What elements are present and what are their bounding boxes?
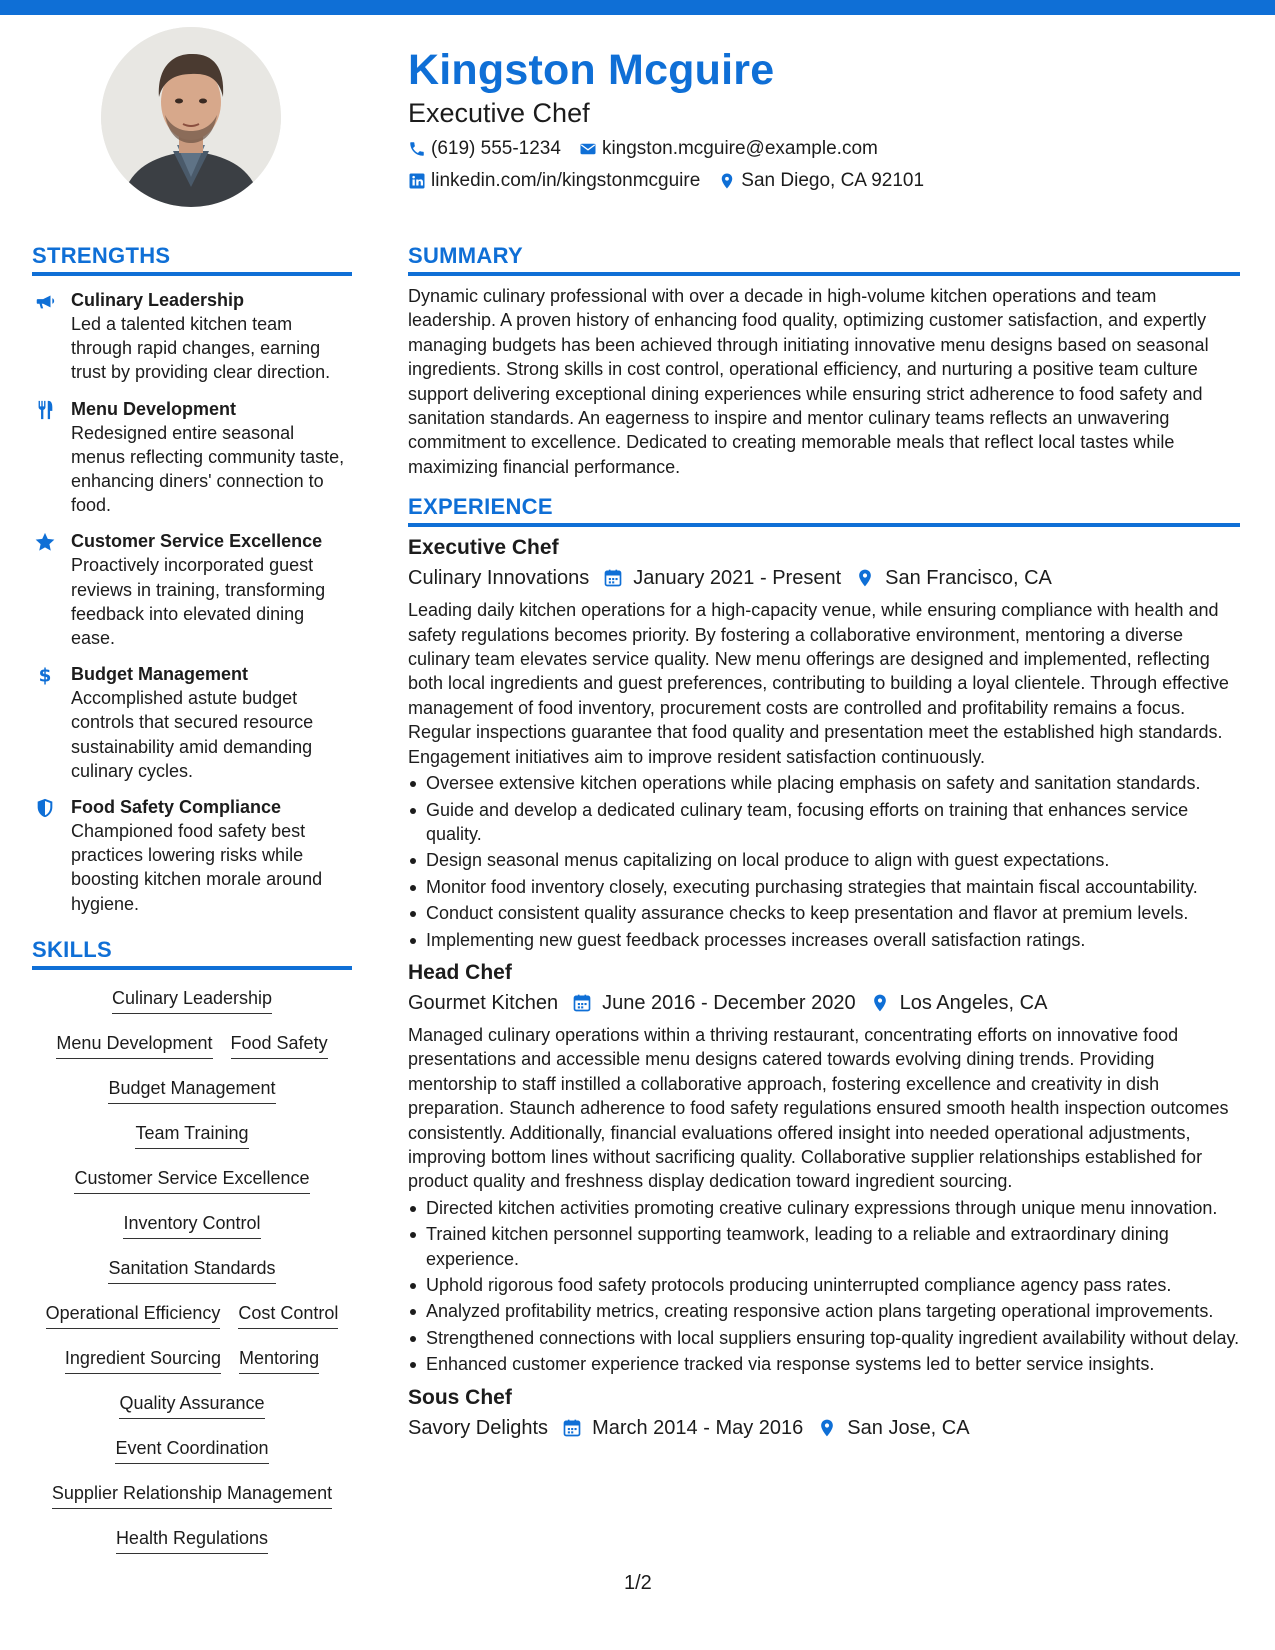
- job-company: Culinary Innovations: [408, 567, 590, 590]
- job-bullets: [408, 1196, 1240, 1377]
- strength-title: Culinary Leadership: [71, 290, 245, 310]
- job-bullet: Analyzed profitability metrics, creating responsive action plans targeting operational improvements.: [408, 1299, 1240, 1323]
- job-entry: [408, 1383, 1240, 1443]
- skill-row: [32, 1250, 352, 1295]
- skills-list: [32, 980, 352, 1565]
- job-dates: [589, 563, 841, 593]
- location-contact: [718, 168, 924, 194]
- strengths-heading: STRENGTHS: [32, 242, 352, 276]
- skill-tag: Budget Management: [108, 1076, 275, 1104]
- profile-photo: [101, 27, 281, 207]
- strength-item: [32, 662, 352, 783]
- job-title: Sous Chef: [408, 1385, 512, 1409]
- skill-row: [32, 1520, 352, 1565]
- job-location-text: San Francisco, CA: [885, 567, 1052, 590]
- calendar-icon: [562, 1418, 582, 1438]
- strength-item: [32, 288, 352, 385]
- skill-tag: Food Safety: [231, 1031, 328, 1059]
- page-number: 1/2: [624, 1572, 652, 1594]
- skill-tag: Inventory Control: [123, 1211, 260, 1239]
- summary-text: Dynamic culinary professional with over a decade in high-volume kitchen operations and team leadership. A proven history of enhancing food quality, optimizing customer satisfaction, and expertly managing budgets has been achieved through initiating innovative menu designs based on seasonal ingredients. Strong skills in cost control, operational efficiency, and nurturing a positive team culture support delivering exceptional dining experiences while ensuring strict adherence to food safety and sanitation standards. An eagerness to inspire and mentor culinary teams reflects an unwavering commitment to excellence. Dedicated to creating memorable meals that reflect local tastes while maximizing financial performance.: [408, 286, 1209, 477]
- skill-tag: Ingredient Sourcing: [65, 1346, 221, 1374]
- contact-row-1: [408, 135, 1238, 163]
- skill-tag: Mentoring: [239, 1346, 319, 1374]
- skill-tag: Health Regulations: [116, 1526, 268, 1554]
- job-description: Managed culinary operations within a thriving restaurant, concentrating efforts on innovative food presentations and accessible menu designs catered towards evolving dining trends. Providing mentorship to staff instilled a collaborative approach, fostering excellence and creativity in dish preparation. Staunch adherence to food safety regulations ensured smooth health inspection outcomes consistently. Additionally, financial evaluations offered insight into needed operational adjustments, improving bottom lines without sacrificing quality. Collaborative supplier relationships established for product quality and freshness display dedication toward ingredient sourcing.: [408, 1024, 1229, 1192]
- strength-title: Food Safety Compliance: [71, 797, 282, 818]
- linkedin-icon: [408, 172, 426, 190]
- skill-tag: Team Training: [135, 1121, 248, 1149]
- location-text: San Diego, CA 92101: [741, 170, 925, 191]
- job-dates-text: June 2016 - December 2020: [602, 991, 856, 1014]
- skill-tag: Event Coordination: [115, 1436, 268, 1464]
- job-dates-text: January 2021 - Present: [633, 567, 842, 590]
- job-bullet: Implementing new guest feedback processes increases overall satisfaction ratings.: [408, 928, 1240, 952]
- skill-row: [32, 1385, 352, 1430]
- skill-row: [32, 1205, 352, 1250]
- shield-icon: [34, 797, 56, 819]
- skill-row: [32, 1115, 352, 1160]
- email-contact[interactable]: [579, 136, 878, 162]
- linkedin-text: linkedin.com/in/kingstonmcguire: [431, 170, 701, 191]
- star-icon: [34, 531, 56, 553]
- phone-contact[interactable]: [408, 136, 561, 162]
- calendar-icon: [572, 993, 592, 1013]
- job-company: Savory Delights: [408, 1416, 549, 1439]
- job-location-text: San Jose, CA: [847, 1416, 970, 1439]
- job-bullet: Conduct consistent quality assurance checks to keep presentation and flavor at premium levels.: [408, 901, 1240, 925]
- portrait-image: [101, 27, 281, 207]
- strength-title: Customer Service Excellence: [71, 531, 323, 552]
- job-bullet: Directed kitchen activities promoting creative culinary expressions through unique menu innovation.: [408, 1196, 1240, 1220]
- skill-row: [32, 980, 352, 1025]
- dollar-icon: [34, 664, 56, 686]
- job-entry: [408, 533, 1240, 952]
- job-dates: [548, 1413, 803, 1443]
- job-bullet: Uphold rigorous food safety protocols producing uninterrupted compliance agency pass rates.: [408, 1273, 1240, 1297]
- job-company: Gourmet Kitchen: [408, 991, 559, 1014]
- skill-row: [32, 1160, 352, 1205]
- job-location-text: Los Angeles, CA: [899, 991, 1048, 1014]
- phone-icon: [408, 140, 426, 158]
- strength-description: Accomplished astute budget controls that secured resource sustainability amid demanding culinary cycles.: [71, 688, 314, 781]
- skill-row: [32, 1475, 352, 1520]
- email-text: kingston.mcguire@example.com: [601, 138, 878, 159]
- map-pin-icon: [718, 172, 736, 190]
- svg-text:$: $: [38, 665, 52, 687]
- job-bullet: Oversee extensive kitchen operations while placing emphasis on safety and sanitation standards.: [408, 771, 1240, 795]
- envelope-icon: [579, 140, 597, 158]
- job-dates-text: March 2014 - May 2016: [592, 1416, 804, 1439]
- strength-description: Proactively incorporated guest reviews in training, transforming feedback into elevated dining ease.: [71, 555, 326, 649]
- job-title: Executive Chef: [408, 536, 559, 560]
- job-bullet: Design seasonal menus capitalizing on local produce to align with guest expectations.: [408, 848, 1240, 872]
- job-description: Leading daily kitchen operations for a high-capacity venue, while ensuring compliance with health and safety regulations becomes priority. By fostering a collaborative environment, mentoring a diverse culinary team elevates service quality. New menu offerings are designed and implemented, reflecting both local ingredients and guest preferences, contributing to building a loyal clientele. Through effective management of food inventory, procurement costs are controlled and profitability remains a focus. Regular inspections guarantee that food quality and presentation meet the established high standards. Engagement initiatives aim to improve resident satisfaction continuously.: [408, 600, 1229, 767]
- strength-item: [32, 795, 352, 916]
- strength-description: Redesigned entire seasonal menus reflecting community taste, enhancing diners' connection to food.: [71, 422, 345, 516]
- map-pin-icon: [870, 993, 890, 1013]
- candidate-title: Executive Chef: [408, 98, 590, 128]
- skill-row: [32, 1070, 352, 1115]
- job-bullet: Guide and develop a dedicated culinary team, focusing efforts on training that enhances service quality.: [408, 798, 1240, 847]
- skill-row: [32, 1295, 352, 1340]
- calendar-icon: [603, 568, 623, 588]
- skill-tag: Culinary Leadership: [112, 986, 272, 1014]
- skill-tag: Sanitation Standards: [108, 1256, 275, 1284]
- job-meta: [408, 1413, 1240, 1443]
- linkedin-contact[interactable]: [408, 168, 700, 194]
- job-location: [856, 988, 1048, 1018]
- resume-header: [408, 42, 1238, 195]
- skill-tag: Cost Control: [238, 1301, 338, 1329]
- strength-item: [32, 397, 352, 518]
- job-dates: [558, 988, 856, 1018]
- strength-title: Menu Development: [71, 398, 237, 419]
- strength-description: Championed food safety best practices lowering risks while boosting kitchen morale around hygiene.: [71, 821, 323, 914]
- skill-tag: Menu Development: [56, 1031, 212, 1059]
- top-accent-bar: [0, 0, 1275, 15]
- strength-description: Led a talented kitchen team through rapid changes, earning trust by providing clear direction.: [71, 314, 331, 383]
- utensils-icon: [34, 399, 56, 421]
- strength-title: Budget Management: [71, 664, 249, 685]
- skills-heading: SKILLS: [32, 936, 352, 970]
- skill-tag: Quality Assurance: [119, 1391, 264, 1419]
- job-meta: [408, 988, 1240, 1018]
- job-bullets: [408, 771, 1240, 952]
- skill-tag: Customer Service Excellence: [74, 1166, 309, 1194]
- job-location: [803, 1413, 969, 1443]
- job-title: Head Chef: [408, 960, 512, 984]
- job-bullet: Trained kitchen personnel supporting teamwork, leading to a reliable and extraordinary dining experience.: [408, 1222, 1240, 1271]
- megaphone-icon: [34, 290, 56, 312]
- job-entry: [408, 958, 1240, 1377]
- map-pin-icon: [817, 1418, 837, 1438]
- skill-tag: Supplier Relationship Management: [52, 1481, 332, 1509]
- job-bullet: Enhanced customer experience tracked via response systems led to better service insights.: [408, 1352, 1240, 1376]
- job-location: [841, 563, 1052, 593]
- job-bullet: Strengthened connections with local suppliers ensuring top-quality ingredient availability without delay.: [408, 1326, 1240, 1350]
- experience-heading: EXPERIENCE: [408, 493, 1240, 527]
- left-column: [32, 242, 352, 1565]
- strength-item: [32, 529, 352, 650]
- job-meta: [408, 563, 1240, 593]
- job-bullet: Monitor food inventory closely, executing purchasing strategies that maintain fiscal accountability.: [408, 875, 1240, 899]
- skill-row: [32, 1430, 352, 1475]
- right-column: [408, 242, 1240, 1443]
- phone-text: (619) 555-1234: [431, 138, 561, 159]
- skill-tag: Operational Efficiency: [46, 1301, 221, 1329]
- skill-row: [32, 1340, 352, 1385]
- skill-row: [32, 1025, 352, 1070]
- map-pin-icon: [855, 568, 875, 588]
- contact-row-2: [408, 167, 1238, 195]
- candidate-name: Kingston Mcguire: [408, 46, 775, 94]
- summary-heading: SUMMARY: [408, 242, 1240, 276]
